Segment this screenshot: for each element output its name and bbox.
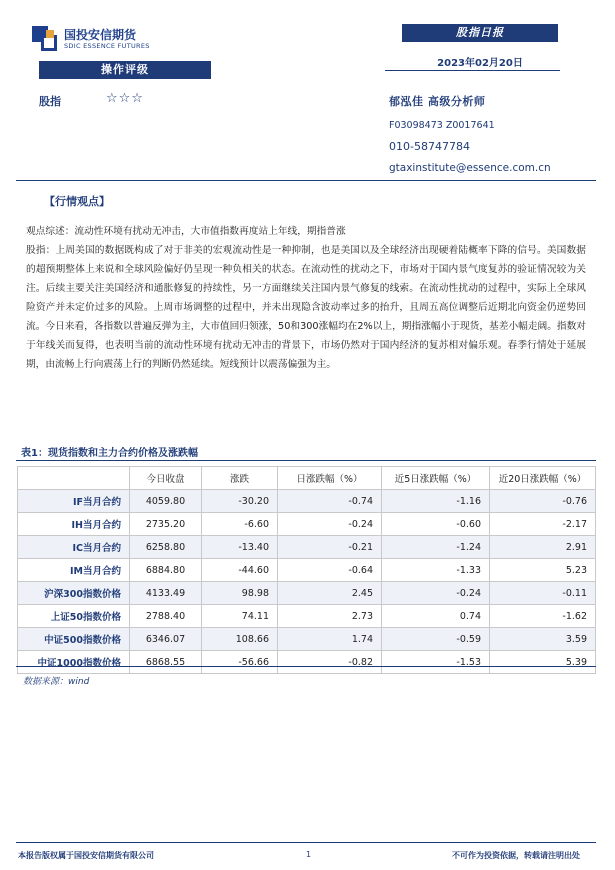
rating-title-banner: 操作评级 [39,61,211,79]
table-row [18,513,596,536]
analyst-email[interactable]: gtaxinstitute@essence.com.cn [389,162,551,174]
cell-5day-pct: 0.74 [382,605,490,628]
cell-close: 6258.80 [130,536,202,559]
cell-5day-pct: -0.24 [382,582,490,605]
cell-close: 6346.07 [130,628,202,651]
report-date: 2023年02月20日 [437,58,523,69]
cell-5day-pct: -1.16 [382,490,490,513]
cell-close: 4133.49 [130,582,202,605]
page-number: 1 [306,850,312,859]
cell-daily-pct: -0.64 [278,559,382,582]
cell-20day-pct: 3.59 [490,628,596,651]
row-label: IF当月合约 [18,490,130,513]
table-bottom-rule [16,666,596,667]
cell-change: 108.66 [202,628,278,651]
cell-close: 4059.80 [130,490,202,513]
row-label: 上证50指数价格 [18,605,130,628]
table-row [18,582,596,605]
cell-daily-pct: -0.21 [278,536,382,559]
footer-copyright: 本报告版权属于国投安信期货有限公司 [18,851,154,860]
table-top-rule [16,460,596,461]
table-header-cell: 涨跌 [202,467,278,490]
cell-daily-pct: 1.74 [278,628,382,651]
quotes-table [17,466,596,674]
footer-divider [16,842,596,843]
row-label: 中证500指数价格 [18,628,130,651]
main-paragraph: 股指：上周美国的数据既构成了对于非美的宏观流动性是一种抑制，也是美国以及全球经济出现硬着陆概率下降的信号。美国数据的超预期整体上来说和全球风险偏好仍呈现一种负相关的状态。在流动性的扰动之下，市场对于国内景气度复苏的验证情况较为关注。后续主要关注美国经济和通胀修复的持续性，另一方面继续关注国内景气修复的线索。在流动性扰动的过程中，实际上全球风险资产并未定价过多的风险。上周市场调整的过程中，并未出现隐含波动率过多的抬升，且周五高位调整后近期北向资金仍逆势回流。今日来看，各指数以普遍反弹为主，大市值回归领涨，50和300涨幅均在2%以上，期指涨幅小于现货，基差小幅走阔。指数对于年线关而复得，也表明当前的流动性环境有扰动无冲击的背景下，市场仍然对于国内经济的复苏相对偏乐观。春季行情处于延展期，由流畅上行向震荡上行的判断仍然延续。短线预计以震荡偏强为主。 [26,245,586,370]
row-label: IM当月合约 [18,559,130,582]
analyst-phone: 010-58747784 [389,140,470,153]
cell-close: 6884.80 [130,559,202,582]
table-row [18,628,596,651]
cell-20day-pct: 5.23 [490,559,596,582]
cell-change: -13.40 [202,536,278,559]
cell-change: 74.11 [202,605,278,628]
table-header-cell: 近5日涨跌幅（%） [382,467,490,490]
cell-change: -56.66 [202,651,278,674]
report-type-banner: 股指日报 [402,24,558,42]
row-label: 沪深300指数价格 [18,582,130,605]
cell-daily-pct: -0.24 [278,513,382,536]
summary-paragraph: 观点综述：流动性环境有扰动无冲击，大市值指数再度站上年线，期指普涨 [26,226,346,237]
table-row [18,536,596,559]
cell-daily-pct: 2.73 [278,605,382,628]
cell-change: 98.98 [202,582,278,605]
table-title: 表1：现货指数和主力合约价格及涨跌幅 [21,448,198,459]
cell-20day-pct: -2.17 [490,513,596,536]
cell-daily-pct: -0.74 [278,490,382,513]
table-row [18,559,596,582]
cell-change: -6.60 [202,513,278,536]
cell-20day-pct: -1.62 [490,605,596,628]
row-label: 中证1000指数价格 [18,651,130,674]
cell-close: 6868.55 [130,651,202,674]
row-label: IC当月合约 [18,536,130,559]
table-row [18,490,596,513]
table-row [18,651,596,674]
cell-5day-pct: -1.24 [382,536,490,559]
cell-20day-pct: 5.39 [490,651,596,674]
table-row [18,605,596,628]
cell-daily-pct: -0.82 [278,651,382,674]
footer-disclaimer: 不可作为投资依据，转载请注明出处 [452,851,580,860]
table-header-row [18,467,596,490]
cell-5day-pct: -1.53 [382,651,490,674]
logo-chinese-name: 国投安信期货 [64,28,137,42]
analyst-name: 郁泓佳 高级分析师 [389,95,486,108]
company-logo [32,24,182,54]
data-source: 数据来源：wind [23,677,90,687]
logo-mark-icon [32,26,58,52]
cell-close: 2788.40 [130,605,202,628]
analyst-cert: F03098473 Z0017641 [389,120,495,131]
rating-index-label: 股指 [39,95,61,108]
cell-close: 2735.20 [130,513,202,536]
cell-5day-pct: -0.60 [382,513,490,536]
rating-stars-icon: ☆☆☆ [106,91,144,106]
section-title: 【行情观点】 [44,195,110,208]
cell-20day-pct: -0.11 [490,582,596,605]
cell-5day-pct: -1.33 [382,559,490,582]
cell-change: -30.20 [202,490,278,513]
section-divider [16,180,596,181]
cell-daily-pct: 2.45 [278,582,382,605]
table-header-cell [18,467,130,490]
cell-20day-pct: 2.91 [490,536,596,559]
table-header-cell: 日涨跌幅（%） [278,467,382,490]
cell-5day-pct: -0.59 [382,628,490,651]
cell-20day-pct: -0.76 [490,490,596,513]
table-header-cell: 近20日涨跌幅（%） [490,467,596,490]
cell-change: -44.60 [202,559,278,582]
logo-english-name: SDIC ESSENCE FUTURES [64,42,150,50]
row-label: IH当月合约 [18,513,130,536]
table-header-cell: 今日收盘 [130,467,202,490]
header-divider [385,70,560,71]
